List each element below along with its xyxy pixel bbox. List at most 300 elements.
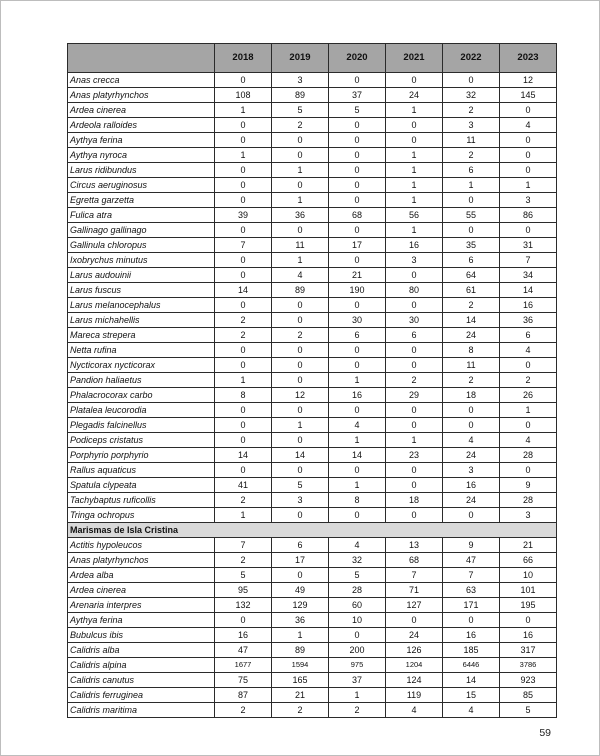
- table-row: [68, 583, 557, 598]
- table-row: [68, 598, 557, 613]
- species-name-cell: Larus audouinii: [68, 268, 215, 283]
- count-cell-2023: 26: [500, 388, 557, 403]
- count-cell-2022: 11: [443, 133, 500, 148]
- count-cell-2022: 4: [443, 433, 500, 448]
- table-row: [68, 478, 557, 493]
- count-cell-2018: 132: [215, 598, 272, 613]
- table-row: [68, 568, 557, 583]
- count-cell-2020: 16: [329, 388, 386, 403]
- table-row: [68, 298, 557, 313]
- count-cell-2018: 1677: [215, 658, 272, 673]
- count-cell-2023: 0: [500, 163, 557, 178]
- table-body: [68, 73, 557, 718]
- count-cell-2020: 1: [329, 688, 386, 703]
- count-cell-2019: 0: [272, 148, 329, 163]
- count-cell-2018: 1: [215, 508, 272, 523]
- count-cell-2019: 12: [272, 388, 329, 403]
- table-row: [68, 553, 557, 568]
- species-name-cell: Circus aeruginosus: [68, 178, 215, 193]
- species-name-cell: Calidris maritima: [68, 703, 215, 718]
- count-cell-2020: 190: [329, 283, 386, 298]
- count-cell-2023: 86: [500, 208, 557, 223]
- count-cell-2021: 119: [386, 688, 443, 703]
- count-cell-2022: 63: [443, 583, 500, 598]
- count-cell-2019: 5: [272, 478, 329, 493]
- count-cell-2023: 66: [500, 553, 557, 568]
- count-cell-2023: 1: [500, 403, 557, 418]
- header-corner-cell: [68, 44, 215, 73]
- count-cell-2019: 1: [272, 628, 329, 643]
- count-cell-2022: 3: [443, 118, 500, 133]
- count-cell-2019: 1: [272, 163, 329, 178]
- species-name-cell: Pandion haliaetus: [68, 373, 215, 388]
- species-name-cell: Aythya ferina: [68, 133, 215, 148]
- count-cell-2021: 23: [386, 448, 443, 463]
- year-header-2022: 2022: [443, 44, 500, 73]
- count-cell-2023: 28: [500, 493, 557, 508]
- species-name-cell: Rallus aquaticus: [68, 463, 215, 478]
- count-cell-2020: 28: [329, 583, 386, 598]
- count-cell-2019: 0: [272, 133, 329, 148]
- table-row: [68, 703, 557, 718]
- count-cell-2022: 18: [443, 388, 500, 403]
- count-cell-2021: 0: [386, 118, 443, 133]
- count-cell-2018: 2: [215, 313, 272, 328]
- species-name-cell: Calidris alpina: [68, 658, 215, 673]
- count-cell-2021: 0: [386, 463, 443, 478]
- count-cell-2023: 923: [500, 673, 557, 688]
- table-row: [68, 388, 557, 403]
- count-cell-2019: 1594: [272, 658, 329, 673]
- count-cell-2018: 39: [215, 208, 272, 223]
- count-cell-2018: 16: [215, 628, 272, 643]
- count-cell-2023: 1: [500, 178, 557, 193]
- count-cell-2019: 0: [272, 343, 329, 358]
- count-cell-2022: 0: [443, 403, 500, 418]
- count-cell-2023: 7: [500, 253, 557, 268]
- count-cell-2022: 0: [443, 613, 500, 628]
- count-cell-2023: 36: [500, 313, 557, 328]
- table-row: [68, 148, 557, 163]
- species-name-cell: Tachybaptus ruficollis: [68, 493, 215, 508]
- count-cell-2023: 145: [500, 88, 557, 103]
- count-cell-2021: 56: [386, 208, 443, 223]
- count-cell-2020: 6: [329, 328, 386, 343]
- species-name-cell: Gallinago gallinago: [68, 223, 215, 238]
- count-cell-2023: 0: [500, 463, 557, 478]
- species-name-cell: Larus melanocephalus: [68, 298, 215, 313]
- count-cell-2019: 2: [272, 118, 329, 133]
- count-cell-2022: 2: [443, 103, 500, 118]
- species-name-cell: Tringa ochropus: [68, 508, 215, 523]
- count-cell-2018: 7: [215, 538, 272, 553]
- count-cell-2018: 0: [215, 178, 272, 193]
- count-cell-2023: 16: [500, 298, 557, 313]
- year-header-2018: 2018: [215, 44, 272, 73]
- count-cell-2021: 24: [386, 88, 443, 103]
- count-cell-2020: 975: [329, 658, 386, 673]
- table-row: [68, 73, 557, 88]
- count-cell-2018: 0: [215, 418, 272, 433]
- count-cell-2022: 7: [443, 568, 500, 583]
- count-cell-2022: 6: [443, 163, 500, 178]
- count-cell-2019: 0: [272, 373, 329, 388]
- species-name-cell: Plegadis falcinellus: [68, 418, 215, 433]
- table-row: [68, 238, 557, 253]
- species-name-cell: Ardea cinerea: [68, 583, 215, 598]
- count-cell-2023: 10: [500, 568, 557, 583]
- count-cell-2022: 2: [443, 298, 500, 313]
- count-cell-2020: 17: [329, 238, 386, 253]
- count-cell-2021: 13: [386, 538, 443, 553]
- count-cell-2022: 32: [443, 88, 500, 103]
- species-count-table: [67, 43, 557, 718]
- count-cell-2020: 0: [329, 628, 386, 643]
- count-cell-2022: 64: [443, 268, 500, 283]
- table-row: [68, 133, 557, 148]
- table-row: [68, 448, 557, 463]
- species-name-cell: Calidris canutus: [68, 673, 215, 688]
- count-cell-2021: 1: [386, 178, 443, 193]
- count-cell-2023: 4: [500, 433, 557, 448]
- table-row: [68, 208, 557, 223]
- count-cell-2018: 2: [215, 703, 272, 718]
- count-cell-2023: 101: [500, 583, 557, 598]
- table-row: [68, 118, 557, 133]
- species-name-cell: Actitis hypoleucos: [68, 538, 215, 553]
- count-cell-2018: 0: [215, 253, 272, 268]
- count-cell-2022: 61: [443, 283, 500, 298]
- count-cell-2019: 36: [272, 613, 329, 628]
- count-cell-2022: 47: [443, 553, 500, 568]
- table-row: [68, 643, 557, 658]
- count-cell-2023: 0: [500, 103, 557, 118]
- count-cell-2020: 10: [329, 613, 386, 628]
- count-cell-2021: 1: [386, 148, 443, 163]
- table-row: [68, 613, 557, 628]
- count-cell-2023: 12: [500, 73, 557, 88]
- species-name-cell: Platalea leucorodia: [68, 403, 215, 418]
- count-cell-2022: 11: [443, 358, 500, 373]
- count-cell-2022: 14: [443, 313, 500, 328]
- count-cell-2018: 1: [215, 103, 272, 118]
- count-cell-2018: 47: [215, 643, 272, 658]
- table-row: [68, 283, 557, 298]
- count-cell-2018: 14: [215, 448, 272, 463]
- count-cell-2023: 31: [500, 238, 557, 253]
- count-cell-2018: 2: [215, 553, 272, 568]
- count-cell-2018: 0: [215, 133, 272, 148]
- count-cell-2018: 41: [215, 478, 272, 493]
- count-cell-2019: 0: [272, 178, 329, 193]
- count-cell-2019: 165: [272, 673, 329, 688]
- count-cell-2018: 0: [215, 118, 272, 133]
- count-cell-2021: 124: [386, 673, 443, 688]
- count-cell-2022: 6446: [443, 658, 500, 673]
- species-name-cell: Anas platyrhynchos: [68, 88, 215, 103]
- species-name-cell: Nycticorax nycticorax: [68, 358, 215, 373]
- count-cell-2021: 127: [386, 598, 443, 613]
- count-cell-2021: 2: [386, 373, 443, 388]
- count-cell-2020: 0: [329, 298, 386, 313]
- table-row: [68, 253, 557, 268]
- count-cell-2019: 21: [272, 688, 329, 703]
- table-row: [68, 163, 557, 178]
- count-cell-2020: 8: [329, 493, 386, 508]
- count-cell-2018: 0: [215, 463, 272, 478]
- count-cell-2019: 89: [272, 88, 329, 103]
- count-cell-2022: 35: [443, 238, 500, 253]
- count-cell-2023: 34: [500, 268, 557, 283]
- count-cell-2022: 55: [443, 208, 500, 223]
- count-cell-2020: 2: [329, 703, 386, 718]
- count-cell-2020: 1: [329, 373, 386, 388]
- count-cell-2023: 5: [500, 703, 557, 718]
- species-name-cell: Porphyrio porphyrio: [68, 448, 215, 463]
- species-name-cell: Phalacrocorax carbo: [68, 388, 215, 403]
- count-cell-2019: 0: [272, 358, 329, 373]
- count-cell-2021: 0: [386, 343, 443, 358]
- table-row: [68, 343, 557, 358]
- count-cell-2022: 3: [443, 463, 500, 478]
- count-cell-2019: 0: [272, 313, 329, 328]
- count-cell-2018: 0: [215, 343, 272, 358]
- species-name-cell: Aythya nyroca: [68, 148, 215, 163]
- count-cell-2020: 0: [329, 148, 386, 163]
- count-cell-2018: 0: [215, 613, 272, 628]
- species-name-cell: Arenaria interpres: [68, 598, 215, 613]
- table-row: [68, 658, 557, 673]
- count-cell-2018: 0: [215, 403, 272, 418]
- count-cell-2022: 8: [443, 343, 500, 358]
- count-cell-2018: 0: [215, 358, 272, 373]
- count-cell-2021: 0: [386, 403, 443, 418]
- count-cell-2022: 2: [443, 148, 500, 163]
- table-row: [68, 403, 557, 418]
- count-cell-2022: 24: [443, 328, 500, 343]
- count-cell-2019: 1: [272, 418, 329, 433]
- count-cell-2021: 18: [386, 493, 443, 508]
- count-cell-2018: 95: [215, 583, 272, 598]
- count-cell-2023: 21: [500, 538, 557, 553]
- page-number: 59: [539, 727, 551, 739]
- count-cell-2021: 0: [386, 508, 443, 523]
- count-cell-2021: 126: [386, 643, 443, 658]
- count-cell-2023: 3786: [500, 658, 557, 673]
- species-name-cell: Larus ridibundus: [68, 163, 215, 178]
- count-cell-2019: 11: [272, 238, 329, 253]
- table-row: [68, 418, 557, 433]
- species-name-cell: Larus michahellis: [68, 313, 215, 328]
- species-name-cell: Egretta garzetta: [68, 193, 215, 208]
- count-cell-2021: 0: [386, 358, 443, 373]
- count-cell-2023: 6: [500, 328, 557, 343]
- count-cell-2021: 71: [386, 583, 443, 598]
- count-cell-2023: 0: [500, 613, 557, 628]
- count-cell-2019: 5: [272, 103, 329, 118]
- count-cell-2022: 15: [443, 688, 500, 703]
- table-row: [68, 493, 557, 508]
- species-name-cell: Anas crecca: [68, 73, 215, 88]
- count-cell-2020: 0: [329, 508, 386, 523]
- count-cell-2022: 9: [443, 538, 500, 553]
- table-row: [68, 103, 557, 118]
- count-cell-2020: 37: [329, 673, 386, 688]
- count-cell-2019: 3: [272, 493, 329, 508]
- count-cell-2022: 185: [443, 643, 500, 658]
- count-cell-2020: 30: [329, 313, 386, 328]
- count-cell-2022: 171: [443, 598, 500, 613]
- count-cell-2022: 14: [443, 673, 500, 688]
- count-cell-2022: 2: [443, 373, 500, 388]
- count-cell-2021: 30: [386, 313, 443, 328]
- count-cell-2020: 1: [329, 478, 386, 493]
- count-cell-2019: 129: [272, 598, 329, 613]
- count-cell-2020: 32: [329, 553, 386, 568]
- count-cell-2021: 3: [386, 253, 443, 268]
- count-cell-2021: 1: [386, 163, 443, 178]
- count-cell-2019: 0: [272, 508, 329, 523]
- table-row: [68, 628, 557, 643]
- table-row: [68, 673, 557, 688]
- count-cell-2020: 0: [329, 118, 386, 133]
- count-cell-2023: 0: [500, 148, 557, 163]
- count-cell-2018: 0: [215, 163, 272, 178]
- table-row: [68, 508, 557, 523]
- count-cell-2021: 16: [386, 238, 443, 253]
- count-cell-2018: 2: [215, 328, 272, 343]
- count-cell-2020: 0: [329, 73, 386, 88]
- count-cell-2021: 4: [386, 703, 443, 718]
- count-cell-2019: 0: [272, 568, 329, 583]
- count-cell-2018: 0: [215, 298, 272, 313]
- count-cell-2019: 0: [272, 298, 329, 313]
- count-cell-2020: 1: [329, 433, 386, 448]
- count-cell-2018: 14: [215, 283, 272, 298]
- species-name-cell: Anas platyrhynchos: [68, 553, 215, 568]
- count-cell-2023: 14: [500, 283, 557, 298]
- count-cell-2023: 28: [500, 448, 557, 463]
- count-cell-2023: 3: [500, 193, 557, 208]
- species-name-cell: Gallinula chloropus: [68, 238, 215, 253]
- count-cell-2019: 36: [272, 208, 329, 223]
- count-cell-2018: 0: [215, 193, 272, 208]
- species-name-cell: Podiceps cristatus: [68, 433, 215, 448]
- count-cell-2018: 1: [215, 373, 272, 388]
- species-name-cell: Ardea cinerea: [68, 103, 215, 118]
- count-cell-2019: 0: [272, 463, 329, 478]
- count-cell-2020: 68: [329, 208, 386, 223]
- table-row: [68, 358, 557, 373]
- section-header-row: [68, 523, 557, 538]
- count-cell-2019: 0: [272, 403, 329, 418]
- count-cell-2018: 2: [215, 493, 272, 508]
- section-title: Marismas de Isla Cristina: [68, 523, 557, 538]
- species-name-cell: Mareca strepera: [68, 328, 215, 343]
- year-header-2021: 2021: [386, 44, 443, 73]
- count-cell-2018: 0: [215, 223, 272, 238]
- count-cell-2018: 0: [215, 73, 272, 88]
- count-cell-2021: 1: [386, 103, 443, 118]
- table-row: [68, 223, 557, 238]
- count-cell-2022: 24: [443, 448, 500, 463]
- count-cell-2020: 0: [329, 463, 386, 478]
- count-cell-2020: 4: [329, 418, 386, 433]
- year-header-2023: 2023: [500, 44, 557, 73]
- count-cell-2021: 68: [386, 553, 443, 568]
- count-cell-2021: 6: [386, 328, 443, 343]
- count-cell-2020: 200: [329, 643, 386, 658]
- table-row: [68, 538, 557, 553]
- species-name-cell: Ixobrychus minutus: [68, 253, 215, 268]
- count-cell-2022: 0: [443, 223, 500, 238]
- count-cell-2023: 3: [500, 508, 557, 523]
- count-cell-2021: 29: [386, 388, 443, 403]
- count-cell-2018: 0: [215, 433, 272, 448]
- count-cell-2020: 0: [329, 403, 386, 418]
- count-cell-2021: 0: [386, 298, 443, 313]
- year-header-2019: 2019: [272, 44, 329, 73]
- species-name-cell: Fulica atra: [68, 208, 215, 223]
- count-cell-2021: 0: [386, 418, 443, 433]
- count-cell-2023: 16: [500, 628, 557, 643]
- count-cell-2020: 0: [329, 253, 386, 268]
- count-cell-2019: 49: [272, 583, 329, 598]
- count-cell-2020: 0: [329, 358, 386, 373]
- count-cell-2020: 60: [329, 598, 386, 613]
- count-cell-2021: 0: [386, 73, 443, 88]
- count-cell-2020: 14: [329, 448, 386, 463]
- table-header: [68, 44, 557, 73]
- table-row: [68, 178, 557, 193]
- count-cell-2019: 0: [272, 223, 329, 238]
- table-row: [68, 313, 557, 328]
- count-cell-2019: 6: [272, 538, 329, 553]
- count-cell-2018: 75: [215, 673, 272, 688]
- table-row: [68, 463, 557, 478]
- count-cell-2019: 0: [272, 433, 329, 448]
- count-cell-2022: 0: [443, 418, 500, 433]
- count-cell-2018: 5: [215, 568, 272, 583]
- count-cell-2021: 24: [386, 628, 443, 643]
- species-name-cell: Calidris alba: [68, 643, 215, 658]
- count-cell-2021: 1: [386, 433, 443, 448]
- count-cell-2018: 0: [215, 268, 272, 283]
- count-cell-2022: 4: [443, 703, 500, 718]
- table-row: [68, 328, 557, 343]
- count-cell-2020: 0: [329, 163, 386, 178]
- count-cell-2023: 0: [500, 133, 557, 148]
- count-cell-2021: 7: [386, 568, 443, 583]
- species-name-cell: Aythya ferina: [68, 613, 215, 628]
- table-row: [68, 373, 557, 388]
- count-cell-2019: 89: [272, 283, 329, 298]
- count-cell-2022: 6: [443, 253, 500, 268]
- count-cell-2022: 0: [443, 73, 500, 88]
- count-cell-2018: 8: [215, 388, 272, 403]
- species-name-cell: Ardeola ralloides: [68, 118, 215, 133]
- count-cell-2019: 89: [272, 643, 329, 658]
- count-cell-2023: 85: [500, 688, 557, 703]
- count-cell-2023: 4: [500, 343, 557, 358]
- count-cell-2022: 0: [443, 508, 500, 523]
- count-cell-2021: 80: [386, 283, 443, 298]
- count-cell-2018: 7: [215, 238, 272, 253]
- table-row: [68, 193, 557, 208]
- count-cell-2018: 108: [215, 88, 272, 103]
- species-name-cell: Spatula clypeata: [68, 478, 215, 493]
- count-cell-2019: 2: [272, 703, 329, 718]
